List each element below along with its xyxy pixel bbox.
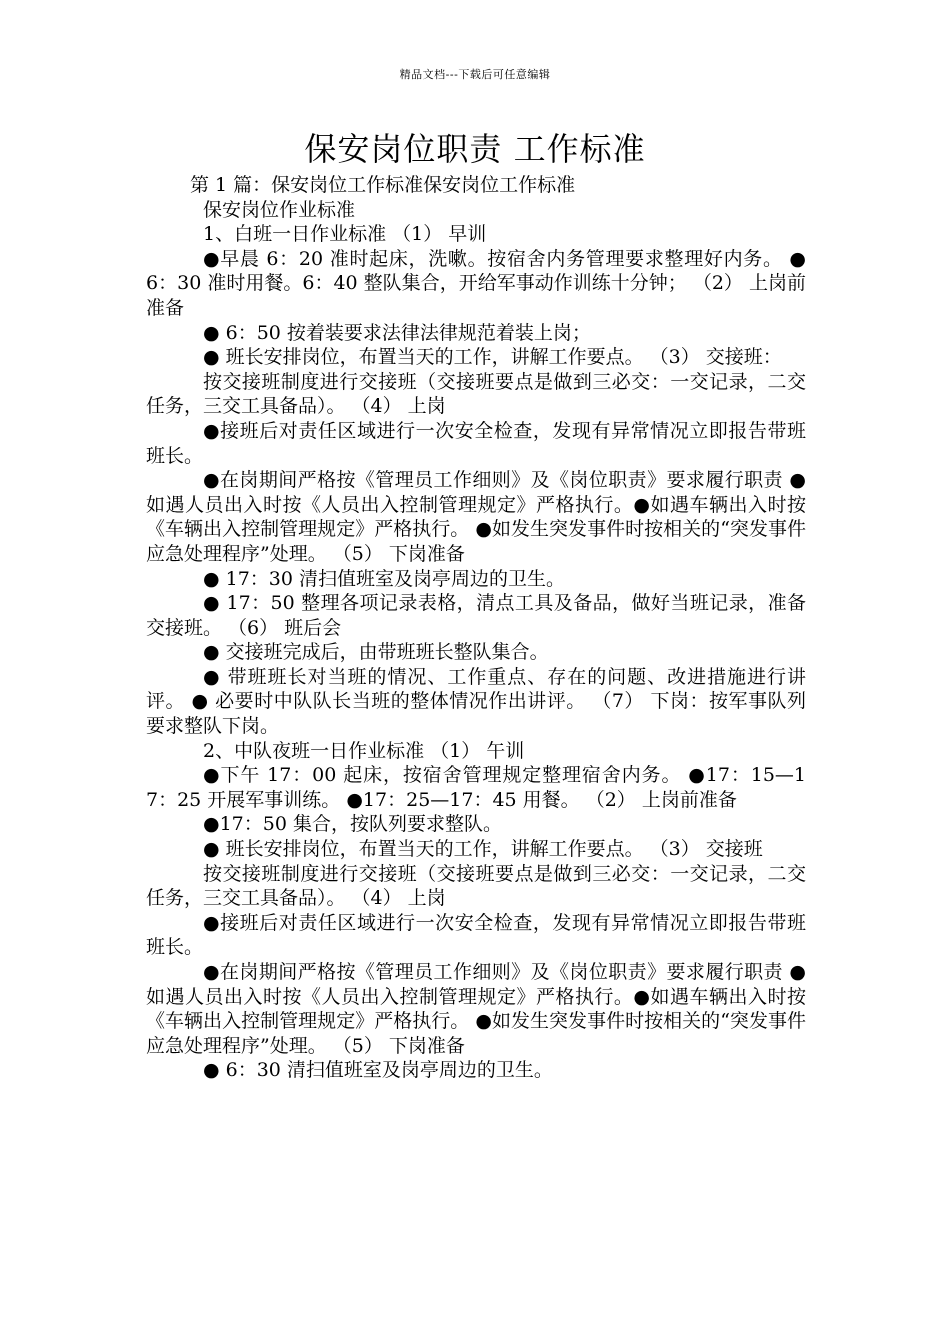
- document-body: [146, 173, 806, 1083]
- paragraph: ●早晨 6：20 准时起床，洗嗽。按宿舍内务管理要求整理好内务。 ●6：30 准时用餐。6：40 整队集合，开给军事动作训练十分钟； （2） 上岗前准备: [146, 247, 806, 319]
- paragraph: ●在岗期间严格按《管理员工作细则》及《岗位职责》要求履行职责 ●如遇人员出入时按《人员出入控制管理规定》严格执行。●如遇车辆出入时按《车辆出入控制管理规定》严格执行。 ●如发生突发事件时按相关的“突发事件应急处理程序”处理。 （5） 下岗准备: [146, 469, 806, 565]
- paragraph: ● 班长安排岗位，布置当天的工作，讲解工作要点。 （3） 交接班: [203, 838, 763, 861]
- section-heading-chapter: 第 1 篇：保安岗位工作标准保安岗位工作标准: [190, 174, 576, 196]
- paragraph: ● 6：50 按着装要求法律法律规范着装上岗；: [203, 321, 591, 344]
- paragraph: 按交接班制度进行交接班（交接班要点是做到三必交：一交记录，二交任务，三交工具备品）。 （4） 上岗: [146, 370, 806, 418]
- paragraph: ● 带班班长对当班的情况、工作重点、存在的问题、改进措施进行讲评。 ● 必要时中队队长当班的整体情况作出讲评。 （7） 下岗：按军事队列要求整队下岗。: [146, 665, 806, 738]
- document-title: 保安岗位职责 工作标准: [304, 130, 646, 168]
- paragraph: ● 17：30 清扫值班室及岗亭周边的卫生。: [203, 567, 566, 590]
- paragraph: ● 交接班完成后，由带班班长整队集合。: [203, 641, 549, 664]
- subsection-heading-day-shift: 1、白班一日作业标准 （1） 早训: [203, 223, 487, 246]
- paragraph: ● 6：30 清扫值班室及岗亭周边的卫生。: [203, 1059, 553, 1082]
- paragraph: ●接班后对责任区域进行一次安全检查，发现有异常情况立即报告带班班长。: [146, 419, 806, 467]
- paragraph: ●接班后对责任区域进行一次安全检查，发现有异常情况立即报告带班班长。: [146, 911, 806, 959]
- section-heading-standard: 保安岗位作业标准: [203, 198, 356, 221]
- paragraph: ●下午 17：00 起床，按宿舍管理规定整理宿舍内务。 ●17：15—17：25 开展军事训练。 ●17：25—17：45 用餐。 （2） 上岗前准备: [146, 764, 806, 811]
- paragraph: ● 17：50 整理各项记录表格，清点工具及备品，做好当班记录，准备交接班。 （6） 班后会: [146, 592, 806, 639]
- paragraph: ●17：50 集合，按队列要求整队。: [203, 813, 502, 836]
- subsection-heading-night-shift: 2、中队夜班一日作业标准 （1） 午训: [203, 739, 525, 762]
- paragraph: ● 班长安排岗位，布置当天的工作，讲解工作要点。 （3） 交接班：: [203, 346, 782, 369]
- paragraph: 按交接班制度进行交接班（交接班要点是做到三必交：一交记录，二交任务，三交工具备品）。 （4） 上岗: [146, 862, 806, 910]
- page-header-note: 精品文档---下载后可任意编辑: [399, 68, 551, 81]
- paragraph: ●在岗期间严格按《管理员工作细则》及《岗位职责》要求履行职责 ●如遇人员出入时按《人员出入控制管理规定》严格执行。●如遇车辆出入时按《车辆出入控制管理规定》严格执行。 ●如发生突发事件时按相关的“突发事件应急处理程序”处理。 （5） 下岗准备: [146, 961, 806, 1057]
